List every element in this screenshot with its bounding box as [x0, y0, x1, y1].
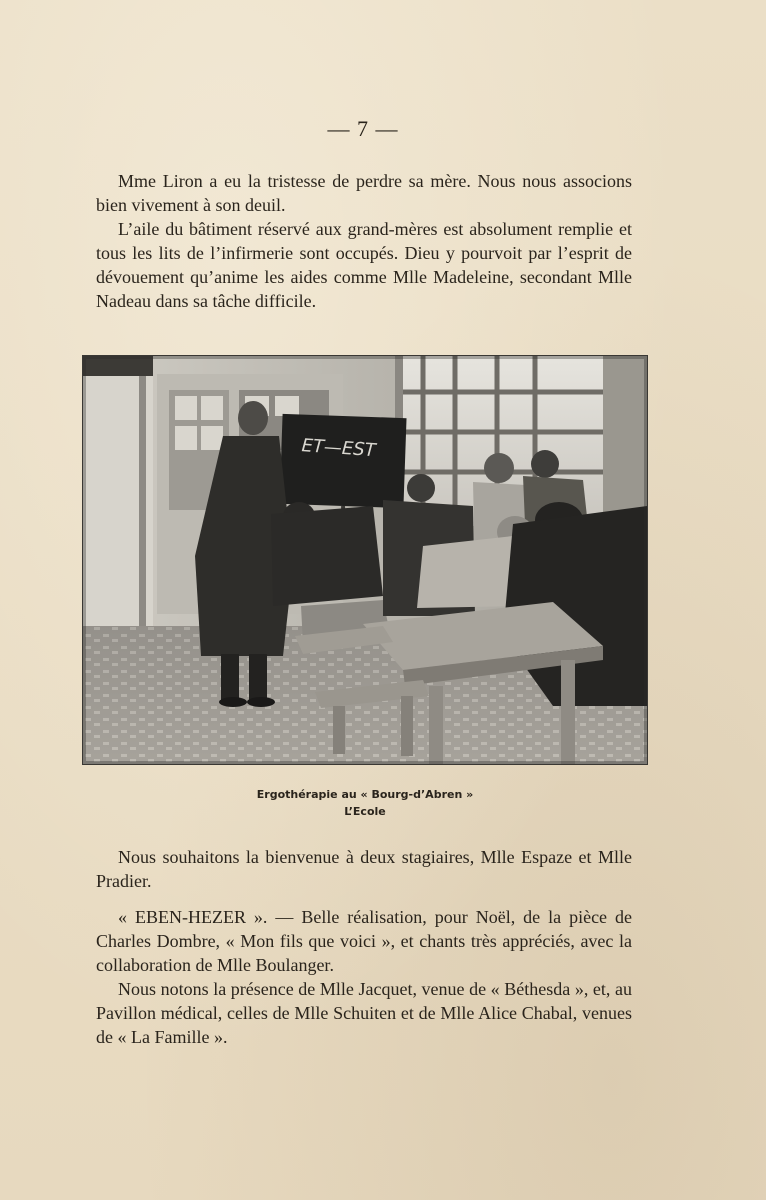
paragraph-welcome: Nous souhaitons la bienvenue à deux stagiaires, Mlle Espaze et Mlle Pradier. [96, 847, 632, 891]
text-block-top [96, 169, 632, 313]
paragraph-visitors: Nous notons la présence de Mlle Jacquet, venue de « Béthesda », et, au Pavillon médical, celles de Mlle Schuiten et de Mlle Alice Chabal, venues de « La Famille ». [96, 979, 632, 1047]
paragraph-mourning: Mme Liron a eu la tristesse de perdre sa mère. Nous nous associons bien vivement à son deuil. [96, 171, 632, 215]
paragraph-infirmary: L’aile du bâtiment réservé aux grand-mères est absolument remplie et tous les lits de l’infirmerie sont occupés. Dieu y pourvoit par l’esprit de dévouement qu’anime les aides comme Mlle Madeleine, secondant Mlle Nadeau dans sa tâche difficile. [96, 219, 632, 311]
page-number: — 7 — [327, 116, 399, 141]
paragraph-eben-hezer: « EBEN-HEZER ». — Belle réalisation, pour Noël, de la pièce de Charles Dombre, « Mon fils que voici », et chants très appréciés, avec la collaboration de Mlle Boulanger. [96, 907, 632, 975]
text-block-bottom [96, 845, 632, 1049]
blackboard-text: ET—EST [300, 435, 377, 462]
photo-caption-title: Ergothérapie au « Bourg-d’Abren » [256, 788, 474, 801]
photo-caption-subtitle: L’Ecole [344, 805, 386, 818]
classroom-photo [83, 356, 647, 764]
